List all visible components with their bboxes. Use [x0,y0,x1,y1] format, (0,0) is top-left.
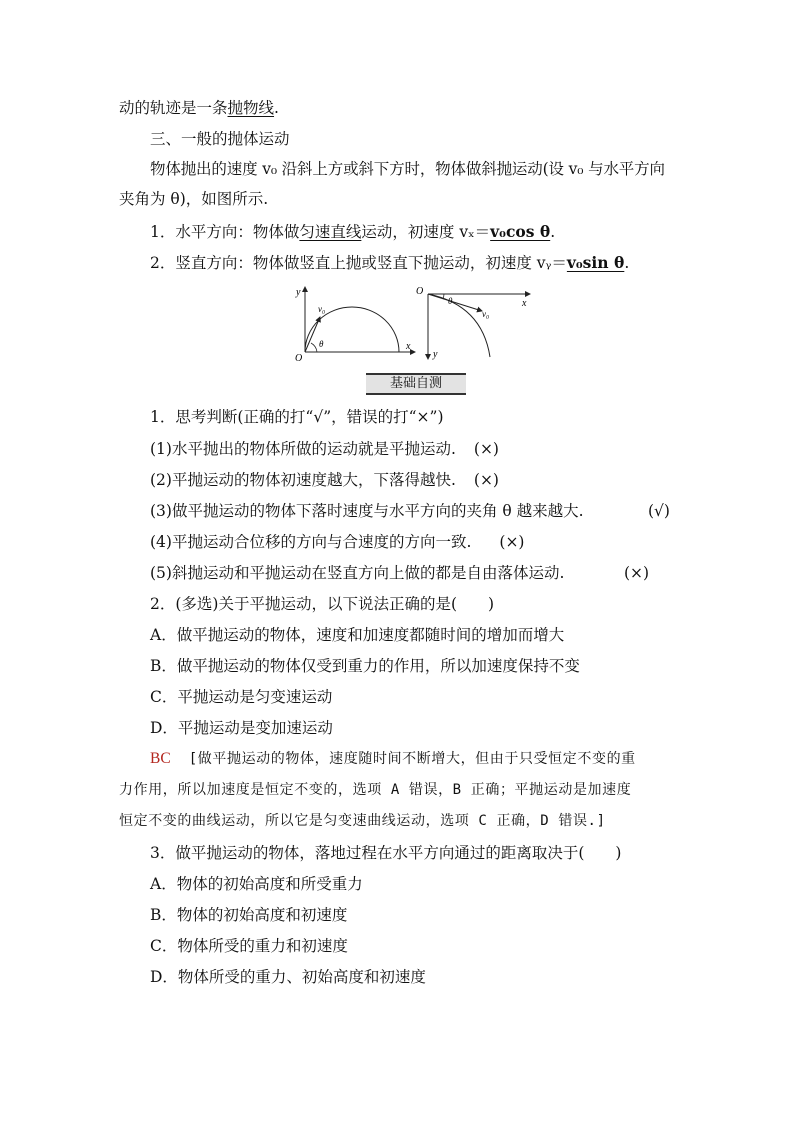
vertical-period: . [624,254,630,272]
q2-explanation-line-2: 力作用，所以加速度是恒定不变的，选项 A 错误，B 正确；平抛运动是加速度 [119,782,632,798]
q2-explanation-line-3: 恒定不变的曲线运动，所以它是匀变速曲线运动，选项 C 正确，D 错误.] [119,813,606,829]
q1-item-5-mark: (×) [624,564,650,582]
q1-item-1-mark: (×) [473,440,499,458]
q1-item-4 [150,531,524,553]
q3-option-b: B．物体的初始高度和初速度 [150,906,348,924]
right-origin-label: O [416,286,424,297]
q2-answer: BC [150,750,171,767]
right-y-label: y [433,349,438,360]
oblique-projectile-diagram [295,287,415,363]
q1-item-3-text: (3)做平抛运动的物体下落时速度与水平方向的夹角 θ 越来越大. [150,502,584,520]
q3-stem: 3．做平抛运动的物体，落地过程在水平方向通过的距离取决于( ) [150,844,622,862]
horizontal-text-mid: 运动，初速度 vₓ＝ [361,223,491,241]
intro-text: 动的轨迹是一条 [119,99,228,117]
vertical-direction-line [150,252,629,274]
vertical-underlined: v₀sin θ [566,253,625,272]
q2-option-d: D．平抛运动是变加速运动 [150,719,333,737]
intro-line [119,97,279,119]
horizontal-text: 1．水平方向：物体做 [150,223,300,241]
q2-explanation-1: [做平抛运动的物体，速度随时间不断增大，但由于只受恒定不变的重 [188,751,636,767]
q1-item-1-text: (1)水平抛出的物体所做的运动就是平抛运动. [150,440,456,458]
section-para-1: 物体抛出的速度 v₀ 沿斜上方或斜下方时，物体做斜抛运动(设 v₀ 与水平方向 [150,160,665,178]
horizontal-direction-line [150,221,555,243]
horizontal-underlined-2: v₀cos θ [490,222,551,241]
right-velocity-vector [428,294,482,311]
q2-stem: 2．(多选)关于平抛运动，以下说法正确的是( ) [150,595,495,613]
q2-option-c: C．平抛运动是匀变速运动 [150,688,333,706]
q2-option-a: A．做平抛运动的物体，速度和加速度都随时间的增加而增大 [150,626,565,644]
q1-item-2-mark: (×) [473,471,499,489]
q1-stem: 1．思考判断(正确的打“√”，错误的打“×”) [150,408,444,426]
q1-item-5 [150,562,564,584]
q1-item-3-mark: (√) [648,502,670,520]
intro-underlined: 抛物线 [227,99,275,117]
q2-option-b: B．做平抛运动的物体仅受到重力的作用，所以加速度保持不变 [150,657,580,675]
left-angle-arc [311,343,317,352]
left-x-label: x [406,341,411,352]
right-x-label: x [522,298,527,309]
self-test-banner: 基础自测 [366,373,466,395]
q1-item-2 [150,469,499,491]
left-velocity-vector [305,317,320,352]
q1-item-5-text: (5)斜抛运动和平抛运动在竖直方向上做的都是自由落体运动. [150,564,565,582]
left-theta-label: θ [319,339,324,349]
right-v0-label: v₀ [482,309,490,319]
horizontal-period: . [550,223,556,241]
q2-explanation-line-1 [150,748,636,770]
left-origin-label: O [295,353,303,363]
q1-item-4-mark: (×) [499,533,525,551]
right-theta-label: θ [448,296,453,306]
projectile-figure [290,283,540,363]
q3-option-c: C．物体所受的重力和初速度 [150,937,348,955]
q3-option-a: A．物体的初始高度和所受重力 [150,875,363,893]
section-heading: 三、一般的抛体运动 [150,130,290,148]
q1-item-2-text: (2)平抛运动的物体初速度越大，下落得越快. [150,471,456,489]
left-v0-label: v₀ [318,304,326,314]
downward-projectile-diagram [416,286,530,360]
q1-item-3 [150,500,584,522]
left-y-label: y [296,287,301,298]
q1-item-4-text: (4)平抛运动合位移的方向与合速度的方向一致. [150,533,472,551]
section-para-2: 夹角为 θ)，如图所示. [119,190,269,208]
horizontal-underlined-1: 匀速直线 [299,223,362,241]
q3-option-d: D．物体所受的重力、初始高度和初速度 [150,968,426,986]
q1-item-1 [150,438,499,460]
intro-period: . [274,99,279,117]
vertical-text: 2．竖直方向：物体做竖直上抛或竖直下抛运动，初速度 vᵧ＝ [150,254,567,272]
